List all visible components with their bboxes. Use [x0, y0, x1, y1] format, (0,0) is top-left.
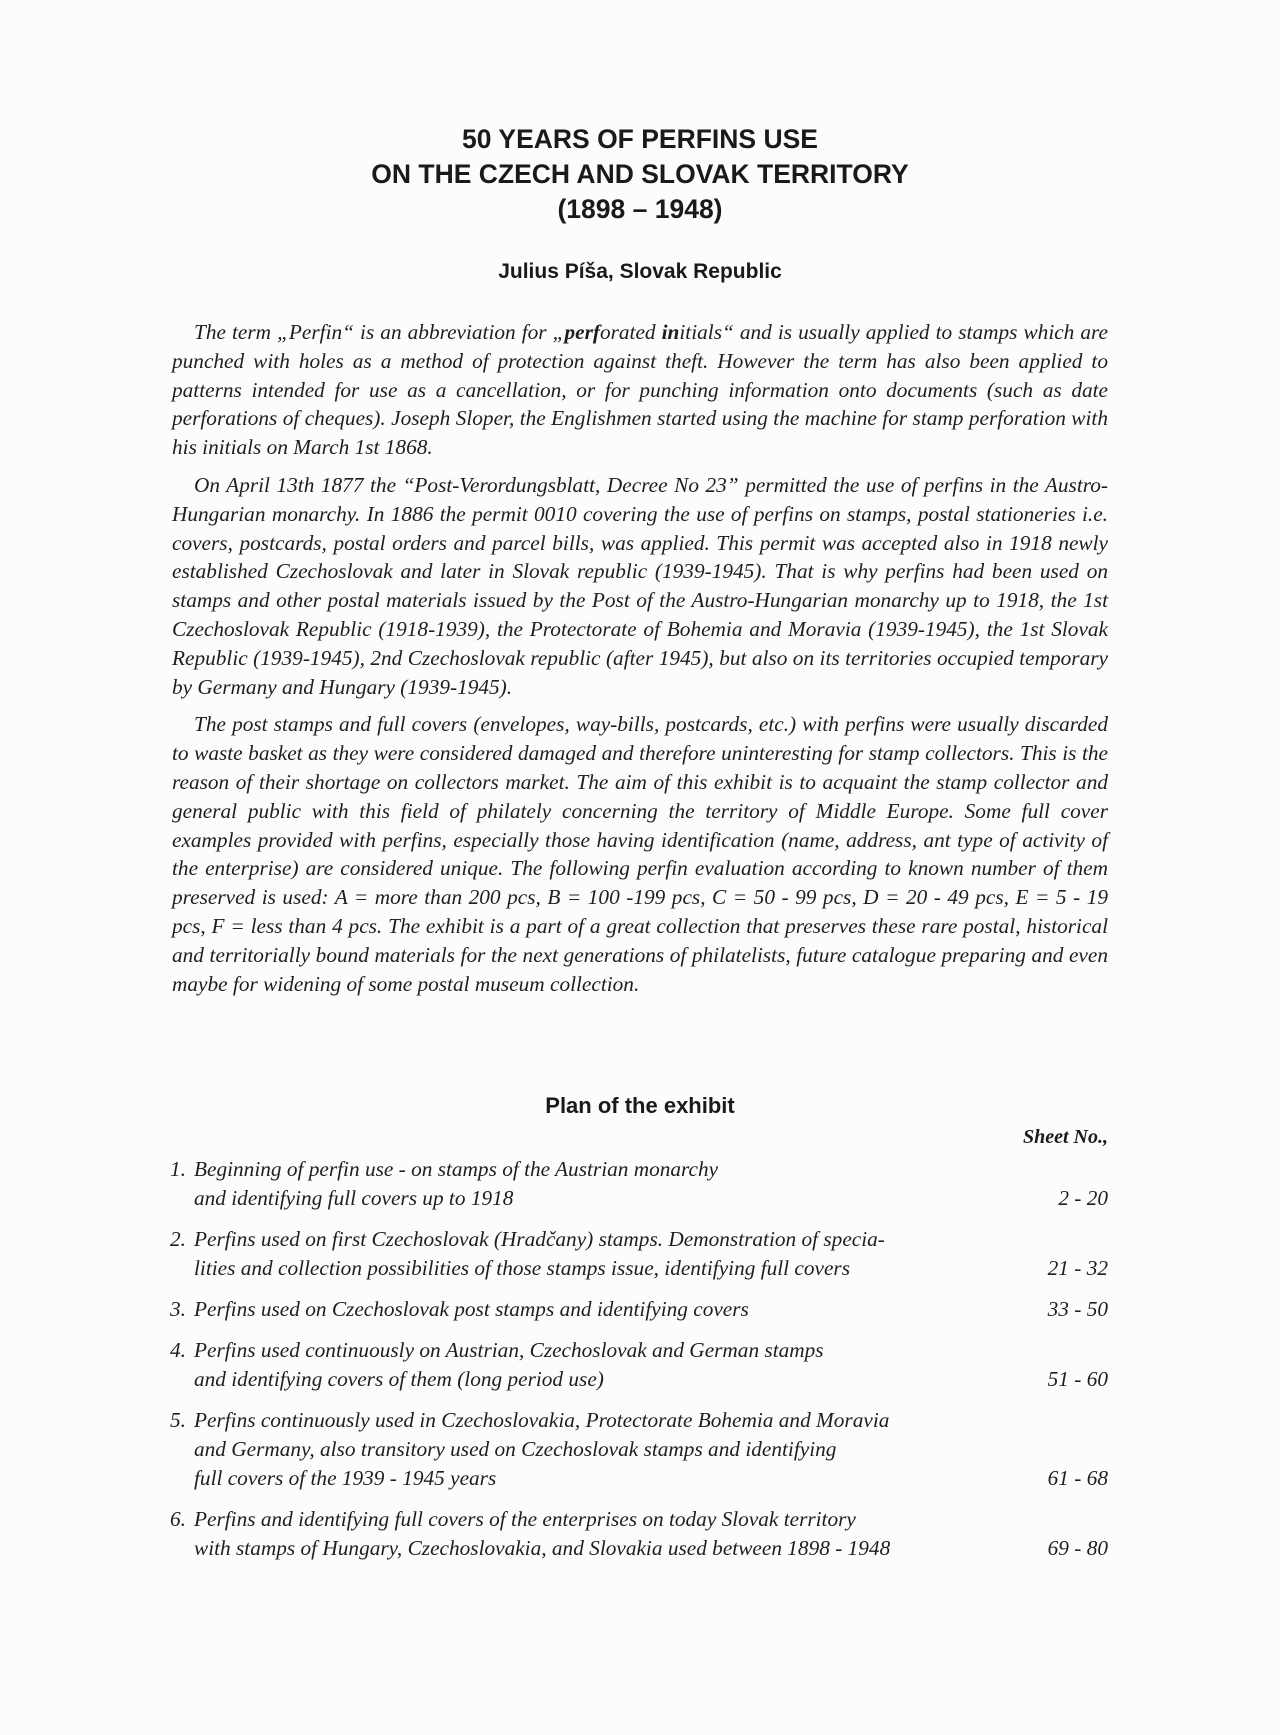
plan-item-sheets: 21 - 32: [1047, 1256, 1108, 1280]
plan-item-sheets: 51 - 60: [1047, 1367, 1108, 1391]
title-line: 50 YEARS OF PERFINS USE: [462, 124, 818, 154]
plan-item-description: [194, 1406, 994, 1493]
sheet-number-header: Sheet No.,: [1023, 1126, 1108, 1148]
plan-item: [170, 1406, 1108, 1493]
plan-item-line: and identifying covers of them (long period use): [194, 1367, 604, 1391]
plan-item-sheets: 61 - 68: [1047, 1466, 1108, 1490]
plan-item-line: Perfins used continuously on Austrian, Czechoslovak and German stamps: [194, 1338, 824, 1362]
plan-item-sheets: 33 - 50: [1047, 1297, 1108, 1321]
plan-list: [170, 1155, 1108, 1575]
plan-item-number: 4.: [170, 1338, 186, 1362]
plan-item-line: Perfins used on first Czechoslovak (Hradčany) stamps. Demonstration of specia-: [194, 1227, 885, 1251]
plan-item: [170, 1295, 1108, 1324]
plan-item-number: 3.: [170, 1297, 186, 1321]
body-text: [172, 318, 1108, 1007]
paragraph-exhibit-aim: The post stamps and full covers (envelopes, way-bills, postcards, etc.) with perfins were usually discarded to waste basket as they were considered damaged and therefore uninteresting for stamp collectors. This is the reason of their shortage on collectors market. The aim of this exhibit is to acquaint the stamp collector and general public with this field of philately concerning the territory of Middle Europe. Some full cover examples provided with perfins, especially those having identification (name, address, ant type of activity of the enterprise) are considered unique. The following perfin evaluation according to known number of them preserved is used: A = more than 200 pcs, B = 100 -199 pcs, C = 50 - 99 pcs, D = 20 - 49 pcs, E = 5 - 19 pcs, F = less than 4 pcs. The exhibit is a part of a great collection that preserves these rare postal, historical and territorially bound materials for the next generations of philatelists, future catalogue preparing and even maybe for widening of some postal museum collection.: [172, 712, 1108, 996]
plan-item-description: [194, 1505, 994, 1563]
bold-text-run: perf: [564, 320, 600, 344]
plan-item-description: [194, 1225, 994, 1283]
plan-item-number: 5.: [170, 1408, 186, 1432]
plan-item-sheets: 69 - 80: [1047, 1536, 1108, 1560]
bold-text-run: in: [661, 320, 680, 344]
document-title: [170, 122, 1110, 227]
plan-item-line: and Germany, also transitory used on Czechoslovak stamps and identifying: [194, 1437, 837, 1461]
plan-item-line: Beginning of perfin use - on stamps of the Austrian monarchy: [194, 1157, 719, 1181]
plan-item-description: [194, 1155, 994, 1213]
plan-item-line: full covers of the 1939 - 1945 years: [194, 1466, 497, 1490]
plan-item: [170, 1225, 1108, 1283]
plan-item-line: Perfins and identifying full covers of the enterprises on today Slovak territory: [194, 1507, 856, 1531]
plan-item: [170, 1505, 1108, 1563]
plan-item-line: Perfins continuously used in Czechoslovakia, Protectorate Bohemia and Moravia: [194, 1408, 890, 1432]
plan-item-description: [194, 1336, 994, 1394]
plan-item-line: lities and collection possibilities of those stamps issue, identifying full covers: [194, 1256, 851, 1280]
plan-item-line: Perfins used on Czechoslovak post stamps and identifying covers: [194, 1297, 749, 1321]
plan-item-line: with stamps of Hungary, Czechoslovakia, and Slovakia used between 1898 - 1948: [194, 1536, 891, 1560]
plan-item-number: 6.: [170, 1507, 186, 1531]
text-run: orated: [599, 320, 662, 344]
plan-item-number: 1.: [170, 1157, 186, 1181]
plan-item-description: [194, 1295, 994, 1324]
paragraph-history: On April 13th 1877 the “Post-Verordungsblatt, Decree No 23” permitted the use of perfins in the Austro-Hungarian monarchy. In 1886 the permit 0010 covering the use of perfins on stamps, postal stationeries i.e. covers, postcards, postal orders and parcel bills, was applied. This permit was accepted also in 1918 newly established Czechoslovak and later in Slovak republic (1939-1945). That is why perfins had been used on stamps and other postal materials issued by the Post of the Austro-Hungarian monarchy up to 1918, the 1st Czechoslovak Republic (1918-1939), the Protectorate of Bohemia and Moravia (1939-1945), the 1st Slovak Republic (1939-1945), 2nd Czechoslovak republic (after 1945), but also on its territories occupied temporary by Germany and Hungary (1939-1945).: [172, 472, 1108, 699]
author-line: Julius Píša, Slovak Republic: [498, 260, 782, 283]
plan-item: [170, 1336, 1108, 1394]
title-line: (1898 – 1948): [557, 194, 723, 224]
plan-item-line: and identifying full covers up to 1918: [194, 1186, 514, 1210]
text-run: itials“ and is usually applied to stamps which are punched with holes as a method of protection against theft. However the term has also been applied to patterns intended for use as a cancellation, or for punching information onto documents (such as date perforations of cheques). Joseph Sloper, the Englishmen started using the machine for stamp perforation with his initials on March 1st 1868.: [172, 320, 1108, 460]
plan-item-sheets: 2 - 20: [1058, 1186, 1108, 1210]
plan-title: Plan of the exhibit: [545, 1093, 735, 1118]
title-line: ON THE CZECH AND SLOVAK TERRITORY: [371, 159, 909, 189]
plan-item: [170, 1155, 1108, 1213]
text-run: The term „Perfin“ is an abbreviation for „: [194, 320, 565, 344]
plan-item-number: 2.: [170, 1227, 186, 1251]
paragraph-intro: [172, 318, 1108, 462]
